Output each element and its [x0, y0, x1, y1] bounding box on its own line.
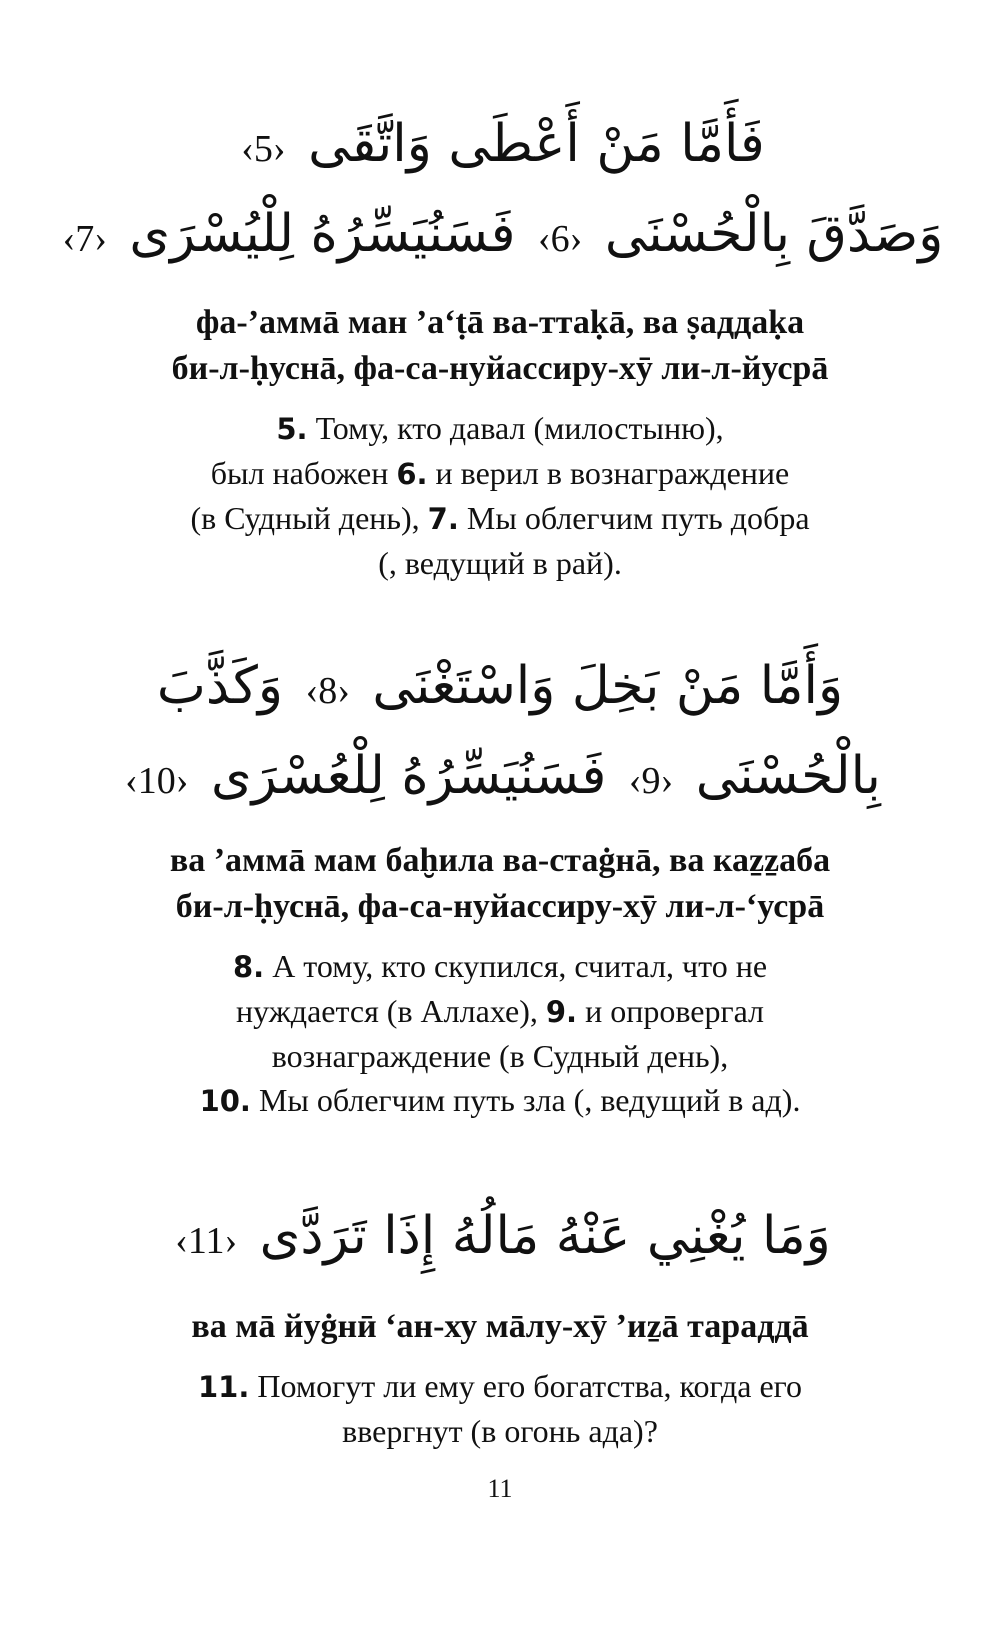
translation-line	[0, 1034, 1000, 1078]
arabic-verse-line	[0, 1206, 1000, 1266]
translation-text: и опровергал	[577, 993, 765, 1029]
translation-text: и верил в вознаграждение	[427, 455, 790, 491]
translit-line: фа-’аммā ман ’а‘ṭā ва-ттаḳā, ва ṣаддаḳа	[195, 304, 805, 341]
transliteration	[0, 1304, 1000, 1350]
translation-line	[0, 451, 1000, 496]
arabic-text: بِالْحُسْنَى	[695, 746, 881, 806]
translation-text: (в Судный день),	[190, 500, 428, 536]
translation-line	[0, 1364, 1000, 1409]
verse-number: 8.	[232, 950, 265, 984]
page-number: 11	[487, 1474, 513, 1503]
arabic-text: فَسَنُيَسِّرُهُ لِلْيُسْرَى	[129, 204, 516, 264]
verse-number: 7.	[427, 502, 459, 536]
translation-line	[0, 1078, 1000, 1123]
arabic-verse-line	[0, 114, 1000, 174]
verse-marker: ‹6›	[537, 218, 583, 260]
verse-marker: ‹7›	[62, 218, 107, 260]
translation-text: Тому, кто давал (милостыню),	[307, 410, 724, 446]
translation-text: был набожен	[210, 455, 397, 491]
translation-text: Мы облегчим путь добра	[458, 500, 810, 536]
translation	[0, 944, 1000, 1123]
translit-line: би-л-ḥуснā, фа-са-нуйассиру-хӯ ли-л-йусрā	[171, 350, 829, 387]
verse-number: 5.	[276, 412, 308, 446]
verse-marker: ‹8›	[305, 670, 350, 712]
translation	[0, 1364, 1000, 1453]
translit-line: би-л-ḥуснā, фа-са-нуйассиру-хӯ ли-л-‘усрā	[175, 888, 825, 925]
translation	[0, 406, 1000, 585]
arabic-text: وَكَذَّبَ	[156, 656, 284, 716]
verse-number: 6.	[396, 457, 428, 491]
translation-text: А тому, кто скупился, считал, что не	[264, 948, 768, 984]
arabic-verse-line	[0, 746, 1000, 806]
translation-line	[0, 496, 1000, 541]
translation-text: (, ведущий в рай).	[378, 545, 622, 581]
arabic-text: وَمَا يُغْنِي عَنْهُ مَالُهُ إِذَا تَرَدَّى	[259, 1206, 831, 1266]
transliteration	[0, 300, 1000, 392]
translation-text: Мы облегчим путь зла (, ведущий в ад).	[250, 1082, 801, 1118]
translit-line: ва ’аммā мам баḫила ва-стаġнā, ва каẕẕаба	[169, 842, 831, 879]
arabic-text: فَسَنُيَسِّرُهُ لِلْعُسْرَى	[210, 746, 607, 806]
verse-marker: ‹5›	[241, 128, 286, 170]
translation-line	[0, 406, 1000, 451]
translation-text: нуждается (в Аллахе),	[235, 993, 546, 1029]
translation-line	[0, 944, 1000, 989]
verse-number: 9.	[545, 995, 578, 1029]
translation-text: ввергнут (в огонь ада)?	[342, 1413, 658, 1449]
verse-number: 10.	[199, 1084, 251, 1118]
arabic-verse-line	[0, 204, 1000, 264]
verse-marker: ‹11›	[175, 1220, 238, 1262]
translit-line: ва мā йуġнӣ ‘ан-ху мāлу-хӯ ’иẕā тараддā	[191, 1308, 809, 1345]
arabic-text: وَأَمَّا مَنْ بَخِلَ وَاسْتَغْنَى	[372, 656, 844, 716]
verse-marker: ‹10›	[125, 760, 189, 802]
translation-line	[0, 541, 1000, 585]
verse-number: 11.	[197, 1370, 250, 1404]
arabic-text: وَصَدَّقَ بِالْحُسْنَى	[604, 204, 944, 264]
translation-text: Помогут ли ему его богатства, когда его	[249, 1368, 802, 1404]
transliteration	[0, 838, 1000, 930]
translation-line	[0, 1409, 1000, 1453]
arabic-verse-line	[0, 656, 1000, 716]
translation-text: вознаграждение (в Судный день),	[271, 1038, 729, 1074]
verse-marker: ‹9›	[628, 760, 674, 802]
translation-line	[0, 989, 1000, 1034]
arabic-text: فَأَمَّا مَنْ أَعْطَى وَاتَّقَى	[308, 114, 765, 174]
